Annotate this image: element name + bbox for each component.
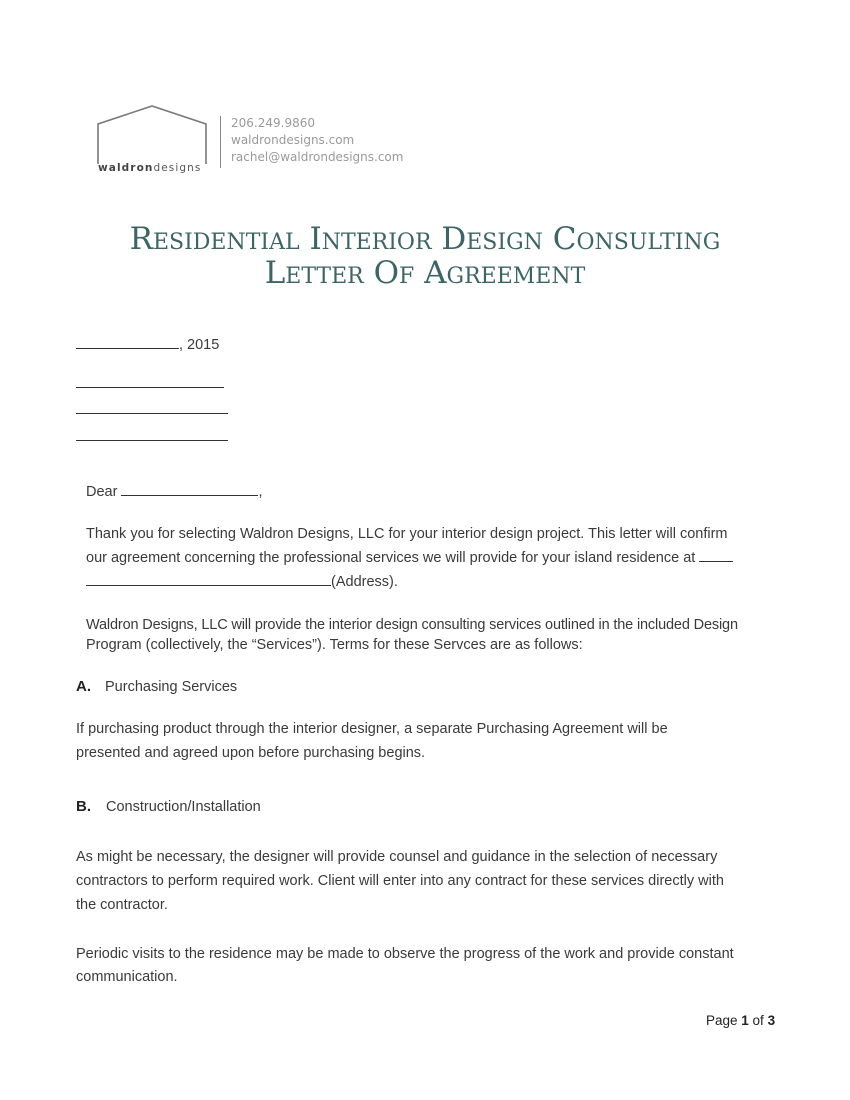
- house-logo-icon: [96, 104, 208, 166]
- section-a-para-line-2: presented and agreed upon before purchasing begins.: [76, 745, 426, 761]
- contact-phone: 206.249.9860: [231, 116, 315, 130]
- section-a-letter: A.: [76, 678, 91, 695]
- section-b-letter: B.: [76, 798, 91, 815]
- intro-line-1: Thank you for selecting Waldron Designs, LLC for your interior design project. This letter will confirm: [86, 526, 728, 542]
- intro-line-3: [86, 570, 398, 594]
- section-b-para-1-line-1: As might be necessary, the designer will provide counsel and guidance in the selection of necessary: [76, 849, 718, 865]
- logo-second-word: designs: [153, 162, 202, 174]
- section-b-para-2-line-1: Periodic visits to the residence may be made to observe the progress of the work and provide constant: [76, 946, 734, 962]
- intro-line-2: [86, 546, 733, 570]
- recipient-line-3[interactable]: [76, 440, 228, 441]
- salutation-name-blank[interactable]: [121, 482, 258, 496]
- address-blank-1[interactable]: [699, 548, 733, 562]
- page-total: 3: [767, 1013, 776, 1028]
- salutation-dear: Dear: [86, 484, 122, 500]
- section-b-para-2-line-2: communication.: [76, 969, 178, 985]
- services-line-2: Program (collectively, the “Services”). Terms for these Servces are as follows:: [86, 637, 583, 653]
- contact-website[interactable]: waldrondesigns.com: [231, 133, 355, 147]
- page-number: [706, 1013, 775, 1028]
- salutation-comma: ,: [258, 484, 263, 500]
- address-blank-2[interactable]: [86, 572, 331, 586]
- contact-email[interactable]: rachel@waldrondesigns.com: [231, 150, 404, 164]
- section-b-para-1-line-3: the contractor.: [76, 897, 168, 913]
- section-b-para-1-line-2: contractors to perform required work. Client will enter into any contract for these services directly with: [76, 873, 724, 889]
- date-year: , 2015: [179, 337, 220, 353]
- section-a-heading: Purchasing Services: [105, 679, 238, 695]
- date-line: [76, 333, 219, 357]
- page-of-word: of: [748, 1013, 768, 1028]
- recipient-line-1[interactable]: [76, 387, 224, 388]
- page-word: Page: [706, 1013, 742, 1028]
- document-title-line-2: Letter Of Agreement: [264, 255, 586, 291]
- section-b-heading: Construction/Installation: [106, 799, 261, 815]
- section-a-para-line-1: If purchasing product through the interior designer, a separate Purchasing Agreement will be: [76, 721, 668, 737]
- intro-line-2-text: our agreement concerning the professional services we will provide for your island residence at: [86, 550, 696, 566]
- services-line-1: Waldron Designs, LLC will provide the interior design consulting services outlined in the included Design: [86, 617, 738, 633]
- logo-first-word: waldron: [98, 162, 154, 174]
- company-logo-wordmark: [98, 162, 201, 174]
- address-label: (Address).: [331, 574, 398, 590]
- page-current: 1: [741, 1013, 749, 1028]
- document-title-line-1: Residential Interior Design Consulting: [129, 221, 721, 257]
- date-blank[interactable]: [76, 335, 179, 349]
- recipient-line-2[interactable]: [76, 413, 228, 414]
- header-divider: [220, 116, 221, 168]
- salutation: [86, 480, 263, 504]
- contact-block: [231, 115, 403, 166]
